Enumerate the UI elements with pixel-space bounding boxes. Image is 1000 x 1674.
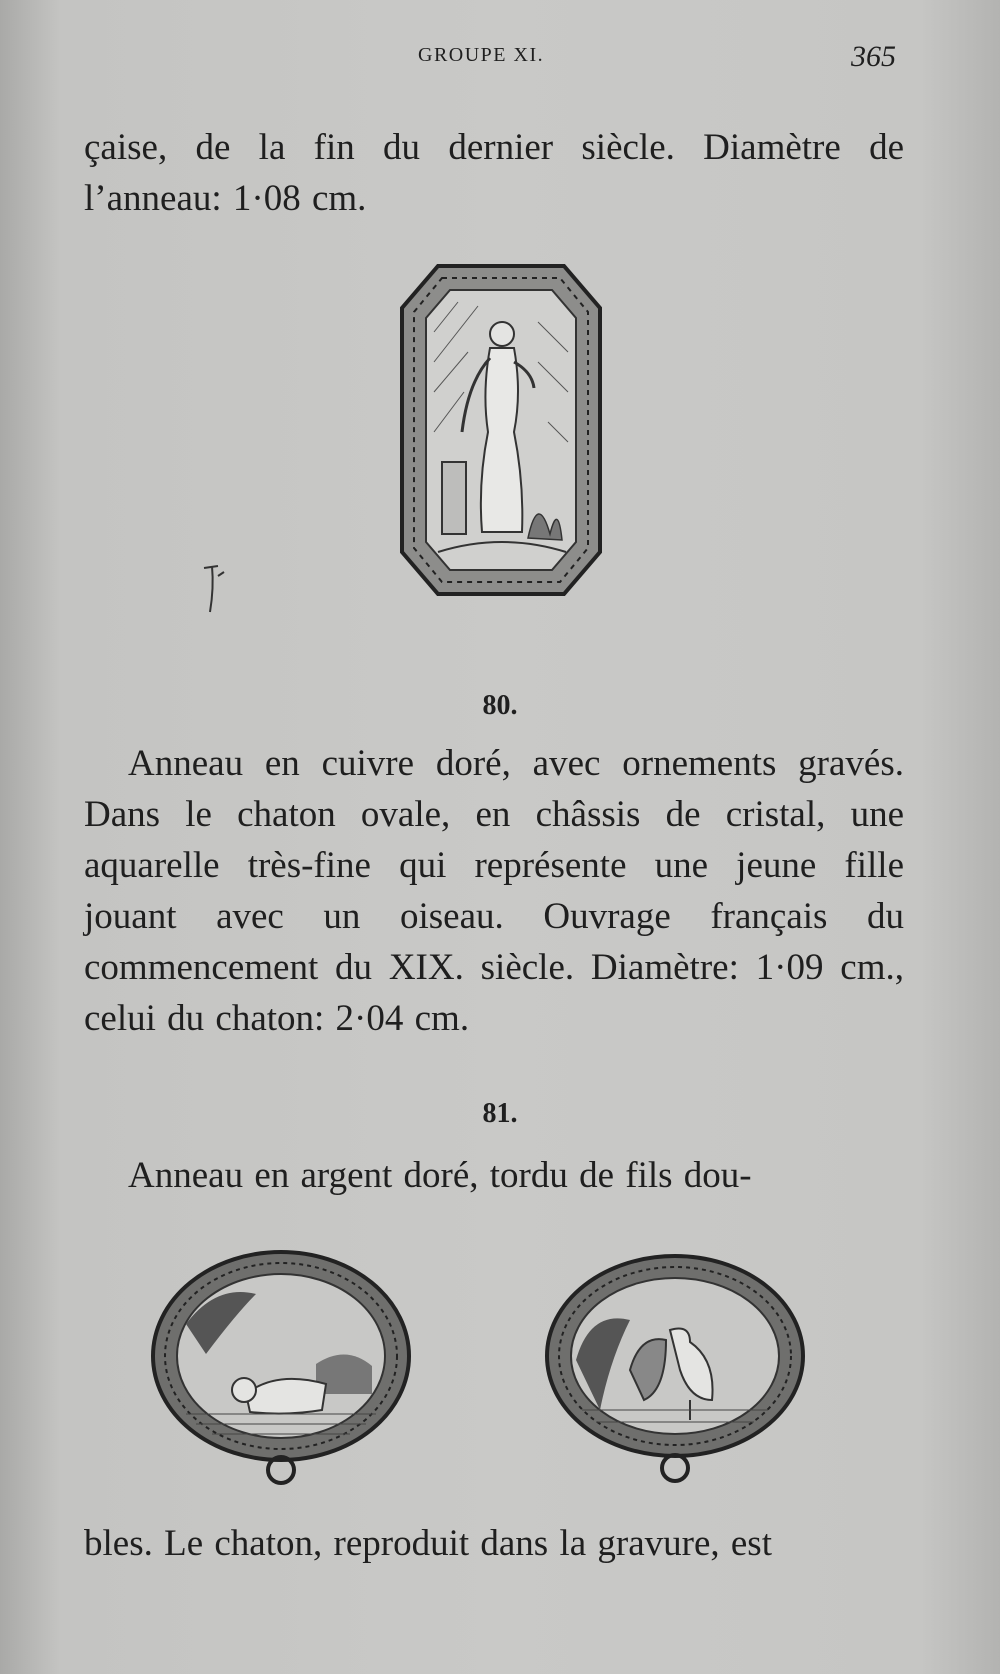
running-title: GROUPE XI. <box>418 44 545 66</box>
birds-landscape-engraving-icon <box>540 1250 810 1490</box>
stray-mark-icon <box>200 558 230 616</box>
medallion-right-illustration <box>540 1250 810 1490</box>
item-number-80: 80. <box>482 690 518 721</box>
ring-bezel-illustration <box>398 262 604 598</box>
ink-mark <box>200 558 230 616</box>
continued-paragraph: çaise, de la fin du dernier siècle. Diamètre de l’anneau: 1·08 cm. <box>84 127 904 219</box>
item-number-81: 81. <box>482 1098 518 1129</box>
medallion-left-illustration <box>146 1244 416 1494</box>
page-number: 365 <box>851 40 896 73</box>
dog-landscape-engraving-icon <box>146 1244 416 1494</box>
item-81-description: Anneau en argent doré, tordu de fils dou- <box>128 1155 752 1196</box>
item-80-description: Anneau en cuivre doré, avec ornements gravés. Dans le chaton ovale, en châssis de cristal, une aquarelle très-fine qui représente une jeune fille jouant avec un oiseau. Ouvrage français du commencement du XIX. siècle. Diamètre: 1·09 cm., celui du chaton: 2·04 cm. <box>84 743 904 1039</box>
continued-description: bles. Le chaton, reproduit dans la gravure, est <box>84 1523 772 1564</box>
female-figure-engraving-icon <box>398 262 604 598</box>
